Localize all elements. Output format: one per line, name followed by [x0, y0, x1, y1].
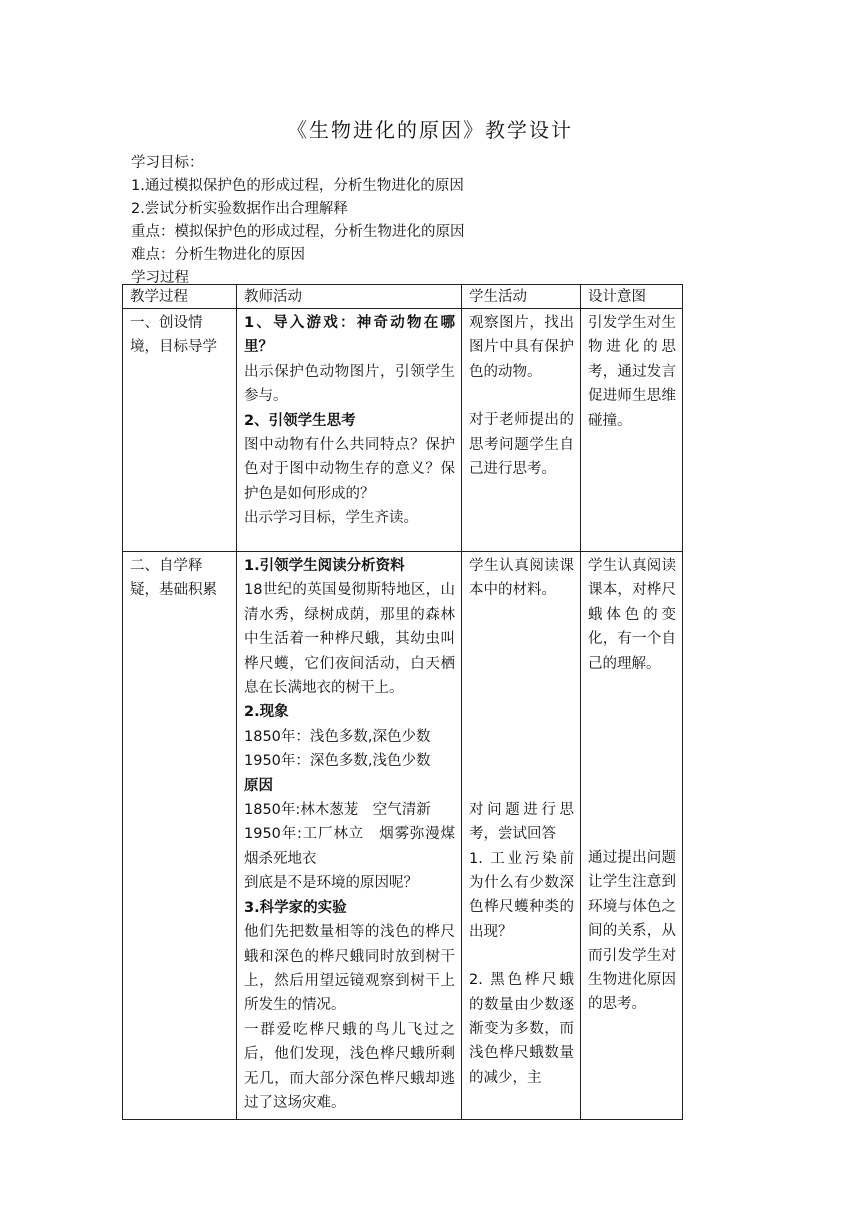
teacher-step: 1.引领学生阅读分析资料: [244, 558, 405, 574]
student-text: 2. 黑色桦尺蛾的数量由少数逐渐变为多数，而浅色桦尺蛾数量的减少，主: [469, 972, 574, 1086]
teacher-activity-cell: [237, 309, 462, 552]
process-heading: 学习过程: [131, 270, 189, 286]
table-header-row: [123, 285, 683, 309]
teacher-text: 到底是不是环境的原因呢？: [244, 875, 418, 892]
design-intent-cell: [581, 552, 683, 1120]
intent-text: 学生认真阅读课本，对桦尺蛾体色的变化，有一个自己的理解。: [588, 558, 676, 672]
teacher-text: 1850年:林木葱茏 空气清新: [244, 802, 431, 819]
teacher-activity-cell: [237, 552, 462, 1120]
difficult-point: 难点：分析生物进化的原因: [131, 247, 305, 263]
teacher-text: 1850年：浅色多数,深色少数: [244, 728, 431, 745]
table-row: [123, 552, 683, 1120]
stage-cell: 二、自学释疑，基础积累: [123, 552, 237, 1120]
table-row: [123, 309, 683, 552]
intro-section: [131, 152, 465, 290]
teacher-step: 原因: [244, 777, 273, 794]
intent-text: 通过提出问题让学生注意到环境与体色之间的关系，从而引发学生对生物进化原因的思考。: [588, 850, 676, 1013]
teacher-step: 3.科学家的实验: [244, 899, 347, 916]
header-intent: 设计意图: [581, 285, 683, 309]
student-activity-cell: [462, 552, 581, 1120]
stage-cell: 一、创设情境，目标导学: [123, 309, 237, 552]
teacher-text: 一群爱吃桦尺蛾的鸟儿飞过之后，他们发现，浅色桦尺蛾所剩无几，而大部分深色桦尺蛾却逃过了这场灾难。: [244, 1021, 455, 1111]
header-stage: 教学过程: [123, 285, 237, 309]
header-teacher: 教师活动: [237, 285, 462, 309]
header-student: 学生活动: [462, 285, 581, 309]
student-text: 学生认真阅读课本中的材料。: [469, 558, 574, 599]
teacher-text: 出示学习目标，学生齐读。: [244, 510, 418, 527]
key-point: 重点：模拟保护色的形成过程，分析生物进化的原因: [131, 224, 465, 240]
student-text: 对于老师提出的思考问题学生自己进行思考。: [469, 412, 574, 478]
teacher-text: 18世纪的英国曼彻斯特地区，山清水秀，绿树成荫，那里的森林中生活着一种桦尺蛾，其幼虫叫桦尺蠖，它们夜间活动，白天栖息在长满地衣的树干上。: [244, 582, 455, 697]
teacher-text: 1950年:工厂林立 烟雾弥漫煤烟杀死地衣: [244, 826, 455, 867]
objectives-heading: 学习目标：: [131, 155, 204, 171]
teacher-step: 2、引领学生思考: [244, 412, 356, 429]
student-text: 1. 工业污染前为什么有少数深色桦尺蠖种类的出现？: [469, 850, 574, 940]
teacher-text: 图中动物有什么共同特点？保护色对于图中动物生存的意义？保护色是如何形成的？: [244, 437, 455, 502]
student-activity-cell: [462, 309, 581, 552]
teacher-text: 他们先把数量相等的浅色的桦尺蛾和深色的桦尺蛾同时放到树干上，然后用望远镜观察到树干上所发生的情况。: [244, 924, 455, 1014]
teacher-step: 1、导入游戏：神奇动物在哪里？: [244, 315, 455, 356]
design-intent-cell: 引发学生对生物进化的思考，通过发言促进师生思维碰撞。: [581, 309, 683, 552]
lesson-plan-table: [122, 284, 683, 1120]
student-text: 对问题进行思考，尝试回答: [469, 801, 574, 843]
student-text: 观察图片，找出图片中具有保护色的动物。: [469, 315, 574, 380]
objective-2: 2.尝试分析实验数据作出合理解释: [131, 201, 348, 217]
teacher-text: 出示保护色动物图片，引领学生参与。: [244, 363, 455, 405]
teacher-step: 2.现象: [244, 704, 289, 721]
teacher-text: 1950年：深色多数,浅色少数: [244, 753, 431, 770]
document-title: 《生物进化的原因》教学设计: [287, 118, 573, 142]
objective-1: 1.通过模拟保护色的形成过程，分析生物进化的原因: [131, 178, 464, 194]
